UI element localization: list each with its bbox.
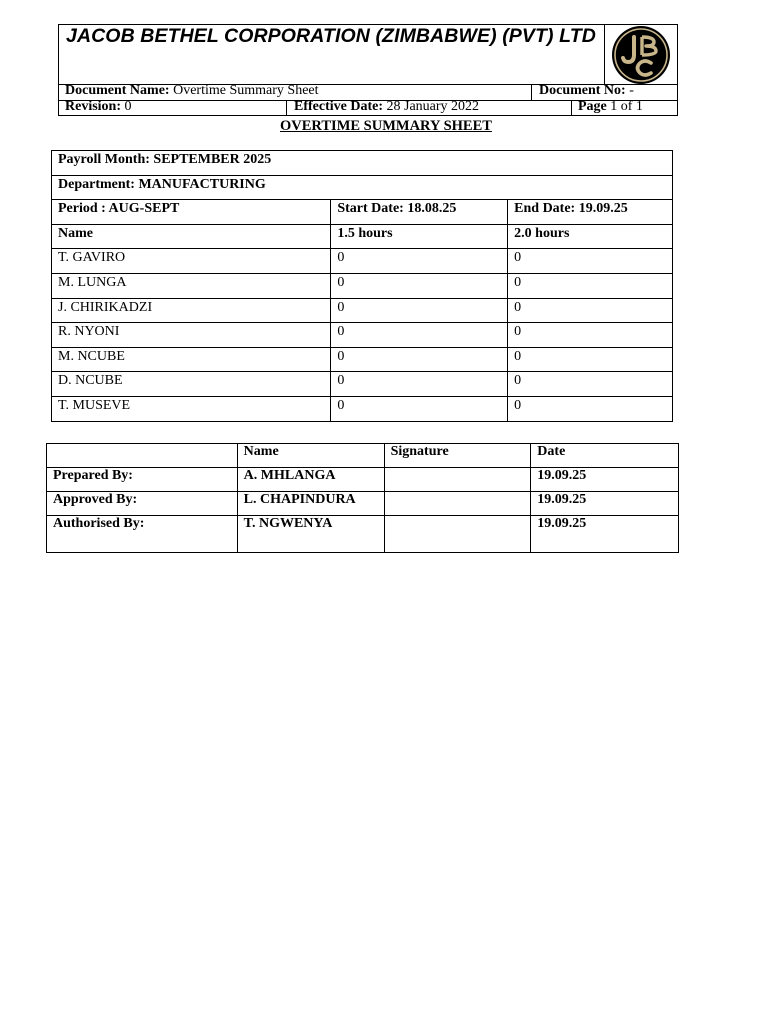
header-divider xyxy=(531,84,532,100)
signoff-header-signature: Signature xyxy=(384,444,531,468)
hours-1-5: 0 xyxy=(331,347,508,372)
hours-1-5: 0 xyxy=(331,372,508,397)
hours-1-5: 0 xyxy=(331,273,508,298)
signoff-header-date: Date xyxy=(531,444,679,468)
sheet-title: OVERTIME SUMMARY SHEET xyxy=(280,118,492,134)
signoff-row xyxy=(47,492,679,516)
hours-2-0: 0 xyxy=(508,249,673,274)
hours-2-0: 0 xyxy=(508,396,673,421)
page-field xyxy=(578,99,643,115)
company-name: JACOB BETHEL CORPORATION (ZIMBABWE) (PVT) LTD xyxy=(66,25,596,47)
document-name-field xyxy=(65,83,319,99)
employee-name: M. LUNGA xyxy=(52,273,331,298)
signoff-role: Authorised By: xyxy=(47,516,238,553)
employee-name: T. GAVIRO xyxy=(52,249,331,274)
hours-2-0: 0 xyxy=(508,298,673,323)
period: Period : AUG-SEPT xyxy=(52,200,331,225)
table-row xyxy=(52,249,673,274)
effective-date-value: 28 January 2022 xyxy=(386,99,480,114)
hours-1-5: 0 xyxy=(331,323,508,348)
signoff-header-blank xyxy=(47,444,238,468)
hours-2-0: 0 xyxy=(508,372,673,397)
revision-field xyxy=(65,99,132,115)
document-name-label: Document Name: xyxy=(65,83,170,98)
employee-name: M. NCUBE xyxy=(52,347,331,372)
revision-label: Revision: xyxy=(65,99,121,114)
table-row xyxy=(52,372,673,397)
signoff-name: T. NGWENYA xyxy=(237,516,384,553)
page-value: 1 of 1 xyxy=(610,99,643,114)
overtime-table xyxy=(51,150,673,422)
signoff-role: Prepared By: xyxy=(47,468,238,492)
company-logo xyxy=(611,25,671,85)
hours-2-0: 0 xyxy=(508,347,673,372)
signoff-header-row xyxy=(47,444,679,468)
document-name-value: Overtime Summary Sheet xyxy=(173,83,319,98)
signoff-header-name: Name xyxy=(237,444,384,468)
table-row xyxy=(52,347,673,372)
table-row xyxy=(52,323,673,348)
hours-1-5: 0 xyxy=(331,249,508,274)
header-divider xyxy=(286,100,287,115)
start-date: Start Date: 18.08.25 xyxy=(331,200,508,225)
department-row xyxy=(52,175,673,200)
effective-date-label: Effective Date: xyxy=(294,99,384,114)
signoff-date: 19.09.25 xyxy=(531,492,679,516)
signature-field[interactable] xyxy=(384,492,531,516)
signoff-name: A. MHLANGA xyxy=(237,468,384,492)
signature-field[interactable] xyxy=(384,516,531,553)
payroll-month: Payroll Month: SEPTEMBER 2025 xyxy=(52,151,673,176)
employee-name: R. NYONI xyxy=(52,323,331,348)
header-divider xyxy=(571,100,572,115)
document-no-value: - xyxy=(629,83,634,98)
signoff-date: 19.09.25 xyxy=(531,516,679,553)
employee-name: D. NCUBE xyxy=(52,372,331,397)
table-row xyxy=(52,273,673,298)
document-no-label: Document No: xyxy=(539,83,626,98)
period-row xyxy=(52,200,673,225)
signoff-table xyxy=(46,443,679,553)
end-date: End Date: 19.09.25 xyxy=(508,200,673,225)
hours-2-0: 0 xyxy=(508,323,673,348)
column-header-2-0-hours: 2.0 hours xyxy=(508,224,673,249)
department: Department: MANUFACTURING xyxy=(52,175,673,200)
document-header xyxy=(58,24,678,116)
column-header-1-5-hours: 1.5 hours xyxy=(331,224,508,249)
signoff-role: Approved By: xyxy=(47,492,238,516)
signature-field[interactable] xyxy=(384,468,531,492)
payroll-month-row xyxy=(52,151,673,176)
employee-name: T. MUSEVE xyxy=(52,396,331,421)
signoff-name: L. CHAPINDURA xyxy=(237,492,384,516)
table-row xyxy=(52,396,673,421)
effective-date-field xyxy=(294,99,479,115)
page-label: Page xyxy=(578,99,607,114)
column-header-name: Name xyxy=(52,224,331,249)
logo-cell xyxy=(604,24,679,85)
signoff-row xyxy=(47,468,679,492)
employee-name: J. CHIRIKADZI xyxy=(52,298,331,323)
hours-1-5: 0 xyxy=(331,298,508,323)
table-row xyxy=(52,298,673,323)
signoff-row xyxy=(47,516,679,553)
hours-1-5: 0 xyxy=(331,396,508,421)
hours-2-0: 0 xyxy=(508,273,673,298)
document-no-field xyxy=(539,83,634,99)
signoff-date: 19.09.25 xyxy=(531,468,679,492)
revision-value: 0 xyxy=(124,99,132,114)
column-header-row xyxy=(52,224,673,249)
